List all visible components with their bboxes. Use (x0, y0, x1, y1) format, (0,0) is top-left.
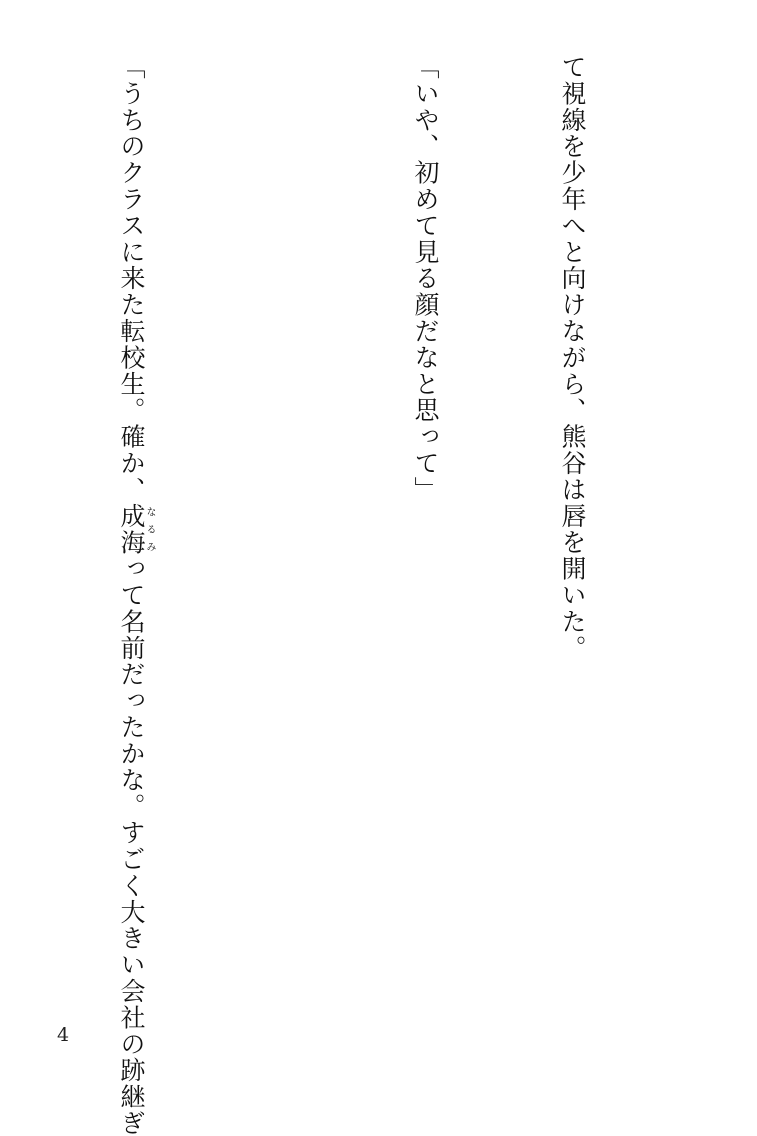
page-number: 4 (57, 1024, 70, 1046)
ruby-reading: なるみ (144, 502, 155, 556)
text-segment: って名前だったかな。すごく大きい会社の跡継ぎ (117, 555, 146, 1136)
text-line-with-ruby (107, 54, 156, 1136)
ruby-name (117, 502, 155, 556)
ruby-base: 成海 (117, 502, 146, 556)
text-segment: 「うちのクラスに来た転校生。確か、 (117, 54, 146, 503)
text-line (0, 54, 9, 984)
text-line: て視線を少年へと向けながら、熊谷は唇を開いた。 (558, 54, 587, 662)
blank-line (254, 54, 303, 984)
text-line: 「いや、初めて見る顔だなと思って」 (411, 54, 440, 503)
vertical-body-text (0, 54, 695, 1136)
